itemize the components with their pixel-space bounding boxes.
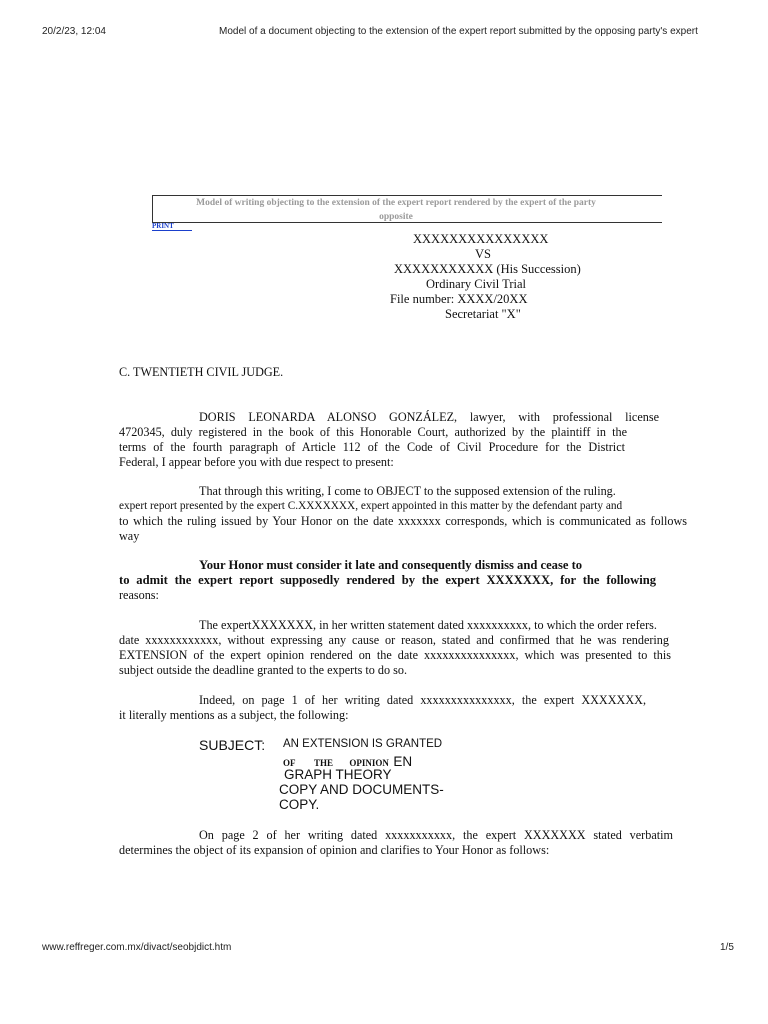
paragraph-line: subject outside the deadline granted to the experts to do so. bbox=[119, 663, 408, 677]
caption-secretariat: Secretariat "X" bbox=[445, 307, 521, 321]
subject-of: OF bbox=[283, 758, 296, 768]
document-title bbox=[153, 196, 631, 224]
print-link[interactable]: PRINT bbox=[152, 222, 192, 231]
paragraph-line: DORIS LEONARDA ALONSO GONZÁLEZ, lawyer, with professional license bbox=[199, 410, 659, 424]
paragraph-line: Indeed, on page 1 of her writing dated xxxxxxxxxxxxxxx, the expert XXXXXXX, bbox=[199, 693, 646, 707]
paragraph-line: The expertXXXXXXX, in her written statement dated xxxxxxxxxx, to which the order refers. bbox=[199, 618, 657, 632]
subject-line-3: GRAPH THEORY bbox=[284, 767, 392, 782]
paragraph-line: Federal, I appear before you with due respect to present: bbox=[119, 455, 394, 469]
print-page-title: Model of a document objecting to the extension of the expert report submitted by the opposing party's expert bbox=[219, 26, 698, 37]
caption-file-number: File number: XXXX/20XX bbox=[390, 292, 528, 306]
subject-en: EN bbox=[393, 754, 413, 769]
paragraph-line: to which the ruling issued by Your Honor on the date xxxxxxx corresponds, which is communicated as follows bbox=[119, 514, 687, 528]
subject-line-5: COPY. bbox=[279, 797, 320, 812]
footer-url: www.reffreger.com.mx/divact/seobjdict.htm bbox=[42, 942, 232, 953]
paragraph-line: to admit the expert report supposedly rendered by the expert XXXXXXX, for the following bbox=[119, 573, 656, 587]
subject-the: THE bbox=[313, 758, 333, 768]
caption-trial-type: Ordinary Civil Trial bbox=[426, 277, 527, 291]
subject-label: SUBJECT: bbox=[199, 737, 266, 753]
document-title-line-1: Model of writing objecting to the extension of the expert report rendered by the expert of the party bbox=[196, 198, 596, 208]
page-number: 1/5 bbox=[720, 942, 734, 953]
print-datetime: 20/2/23, 12:04 bbox=[42, 26, 106, 37]
paragraph-line: That through this writing, I come to OBJECT to the supposed extension of the ruling. bbox=[199, 484, 616, 498]
caption-defendant: XXXXXXXXXXX (His Succession) bbox=[394, 262, 581, 276]
paragraph-line: it literally mentions as a subject, the following: bbox=[119, 708, 349, 722]
addressee: C. TWENTIETH CIVIL JUDGE. bbox=[119, 365, 284, 379]
caption-vs: VS bbox=[475, 247, 491, 261]
paragraph-line: determines the object of its expansion of opinion and clarifies to Your Honor as follows: bbox=[119, 843, 550, 857]
paragraph-line: way bbox=[119, 529, 140, 543]
subject-opinion: OPINION bbox=[349, 758, 389, 768]
paragraph-line: On page 2 of her writing dated xxxxxxxxxxx, the expert XXXXXXX stated verbatim bbox=[199, 828, 673, 842]
paragraph-line: Your Honor must consider it late and consequently dismiss and cease to bbox=[199, 558, 583, 572]
caption-plaintiff: XXXXXXXXXXXXXXX bbox=[413, 232, 549, 246]
paragraph-line: terms of the fourth paragraph of Article 112 of the Code of Civil Procedure for the District bbox=[119, 440, 625, 454]
subject-line-4: COPY AND DOCUMENTS- bbox=[279, 782, 444, 797]
paragraph-line: date xxxxxxxxxxxx, without expressing any cause or reason, stated and confirmed that he was rendering bbox=[119, 633, 669, 647]
paragraph-line: reasons: bbox=[119, 588, 159, 602]
document-title-line-2: opposite bbox=[379, 212, 413, 222]
paragraph-line: expert report presented by the expert C.XXXXXXX, expert appointed in this matter by the defendant party and bbox=[119, 500, 623, 512]
subject-line-1: AN EXTENSION IS GRANTED bbox=[283, 738, 443, 750]
paragraph-line: EXTENSION of the expert opinion rendered on the date xxxxxxxxxxxxxxx, which was presented to this bbox=[119, 648, 671, 662]
paragraph-line: 4720345, duly registered in the book of this Honorable Court, authorized by the plaintiff in the bbox=[119, 425, 627, 439]
document-title-box bbox=[152, 195, 662, 223]
